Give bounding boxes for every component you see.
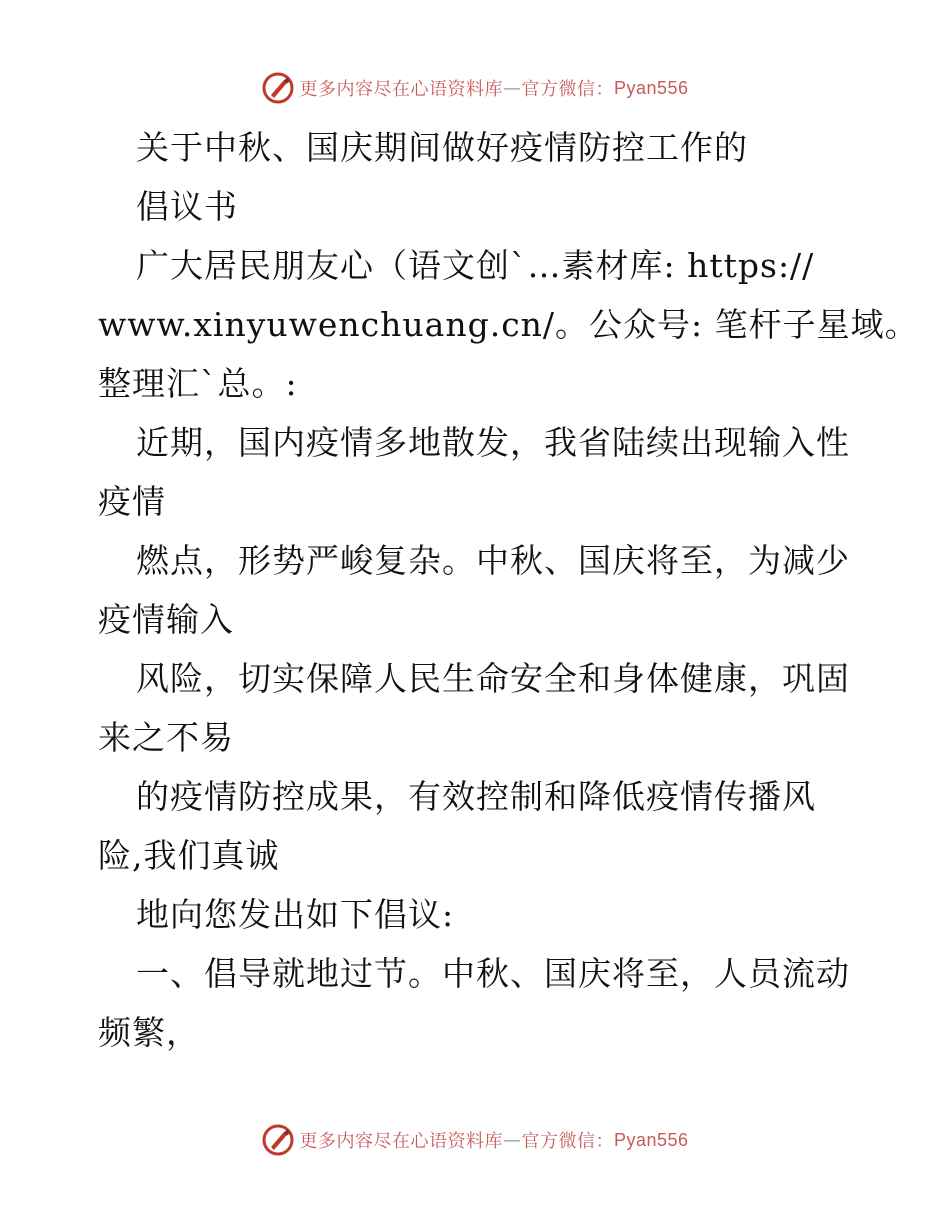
- watermark-main-text: 更多内容尽在心语资料库: [299, 1131, 503, 1152]
- salutation-line-3: 整理汇`总。:: [98, 364, 298, 403]
- watermark-main-text: 更多内容尽在心语资料库: [299, 79, 503, 100]
- body-line: 近期，国内疫情多地散发，我省陆续出现输入性: [136, 423, 850, 462]
- watermark-wechat-id: Pyan556: [613, 1129, 689, 1150]
- body-line: 险,我们真诚: [98, 836, 280, 875]
- footer-watermark: [0, 1120, 950, 1160]
- body-line: 的疫情防控成果，有效控制和降低疫情传播风: [136, 777, 816, 816]
- salutation-line-2: www.xinyuwenchuang.cn/。公众号: 笔杆子星域。: [98, 305, 919, 344]
- body-line: 风险，切实保障人民生命安全和身体健康，巩固: [136, 659, 850, 698]
- watermark-separator: —: [502, 1129, 522, 1151]
- watermark-wechat-id: Pyan556: [613, 77, 689, 98]
- watermark-wechat-label: 官方微信：: [521, 1131, 614, 1152]
- pen-nib-logo-icon: [261, 1123, 295, 1157]
- body-line: 疫情输入: [98, 600, 234, 639]
- document-body: [98, 118, 919, 1062]
- watermark-wechat-label: 官方微信：: [521, 79, 614, 100]
- body-line: 一、倡导就地过节。中秋、国庆将至，人员流动: [136, 954, 850, 993]
- body-line: 疫情: [98, 482, 166, 521]
- body-line: 燃点，形势严峻复杂。中秋、国庆将至，为减少: [136, 541, 850, 580]
- salutation-line-1: 广大居民朋友心（语文创`…素材库: https://: [136, 246, 815, 285]
- document-title-line-2: 倡议书: [136, 187, 238, 226]
- watermark-separator: —: [502, 77, 522, 99]
- body-line: 频繁，: [98, 1013, 200, 1052]
- header-watermark: [0, 68, 950, 108]
- pen-nib-logo-icon: [261, 71, 295, 105]
- body-line: 地向您发出如下倡议:: [136, 895, 455, 934]
- body-line: 来之不易: [98, 718, 234, 757]
- document-title-line-1: 关于中秋、国庆期间做好疫情防控工作的: [136, 128, 748, 167]
